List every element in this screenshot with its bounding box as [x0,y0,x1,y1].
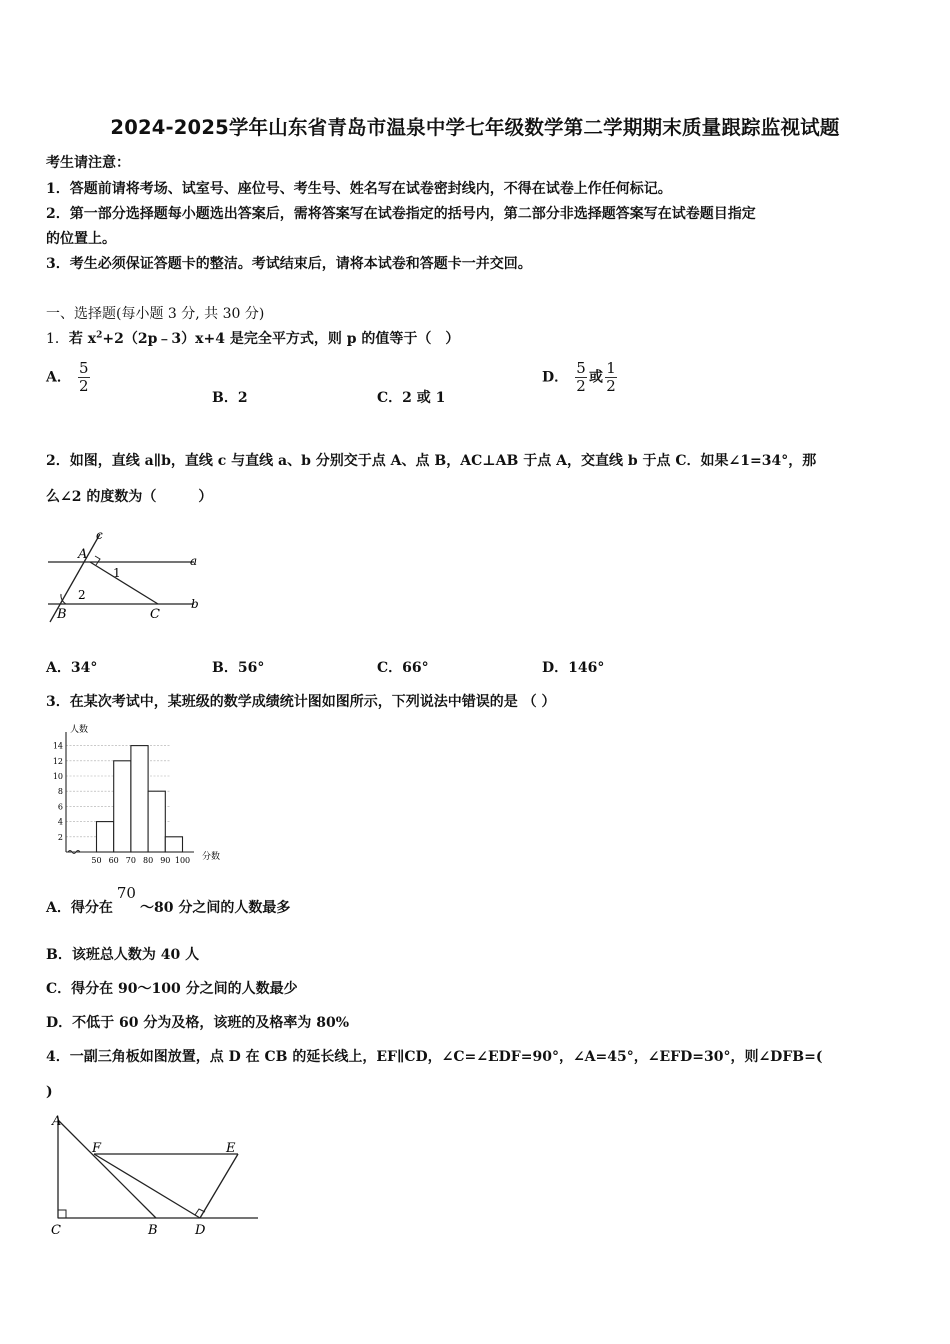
notice-item-3: 3．考生必须保证答题卡的整洁。考试结束后，请将本试卷和答题卡一并交回。 [46,256,532,272]
label-E: E [226,1141,236,1156]
q1-option-d-label: D． [542,369,569,386]
y-tick-label: 4 [57,817,63,827]
q3-histogram [44,718,234,866]
q2-parallel-lines-figure [44,526,214,626]
label-F: F [92,1141,102,1156]
q1-text-post: +2（2p﹣3）x+4 是完全平方式，则 p 的值等于（ ） [102,331,460,347]
q3-option-a-post: ～80 分之间的人数最多 [139,900,291,916]
q1-option-c: C．2 或 1 [377,390,446,406]
q1-number: 1． [46,331,69,347]
q2-option-c: C．66° [377,660,429,676]
question-4-line-2: ) [46,1084,53,1100]
q1-text-pre: 若 x [68,331,97,347]
label-B: B [148,1223,158,1238]
y-tick-label: 2 [57,832,63,842]
question-2-line-2: 么∠2 的度数为（ ） [46,489,213,505]
q2-option-d: D．146° [542,660,605,676]
label-a: a [190,554,198,568]
histogram-bars [97,746,183,852]
histogram-x-label: 分数 [202,852,221,862]
histogram-bar [114,761,131,852]
notice-item-1: 1．答题前请将考场、试室号、座位号、考生号、姓名写在试卷密封线内，不得在试卷上作任何标记。 [46,181,672,197]
histogram-y-label: 人数 [70,725,89,735]
fraction-numerator: 1 [606,359,616,377]
fraction-denominator: 2 [606,377,616,395]
q1-option-a-label: A． [46,369,71,386]
fraction-numerator: 5 [576,359,586,377]
histogram-y-ticks [53,742,63,842]
q1-option-d [542,360,619,395]
x-tick-label: 50 [91,856,102,865]
label-b: b [191,597,199,611]
q1-superscript: 2 [96,330,103,341]
page-title: 2024-2025学年山东省青岛市温泉中学七年级数学第二学期期末质量跟踪监视试题 [110,116,840,139]
histogram-bar [148,791,165,852]
notice-item-2-cont: 的位置上。 [46,231,116,247]
q3-option-a-pre: A．得分在 [46,900,113,916]
right-angle-c [58,1210,66,1218]
q1-option-d-or: 或 [589,369,604,386]
q1-option-b: B．2 [212,390,248,406]
label-C: C [51,1223,61,1238]
q3-option-a-number: 70 [116,884,136,902]
label-angle-1: 1 [113,566,121,580]
label-C: C [150,607,160,622]
q2-option-a: A．34° [46,660,98,676]
x-tick-label: 90 [160,856,171,865]
x-tick-label: 100 [174,856,191,865]
q2-option-b: B．56° [212,660,265,676]
label-angle-2: 2 [78,588,86,602]
notice-item-2: 2．第一部分选择题每小题选出答案后，需将答案写在试卷指定的括号内，第二部分非选择题答案写在试卷题目指定 [46,206,756,222]
label-D: D [195,1223,206,1238]
y-tick-label: 14 [52,741,63,751]
fraction-denominator: 2 [78,377,89,395]
q3-option-b: B．该班总人数为 40 人 [46,947,200,963]
q1-option-a [46,360,92,395]
segment-ed [200,1154,238,1218]
x-tick-label: 80 [143,856,154,865]
histogram-bar [131,746,148,852]
fraction-numerator: 5 [78,359,89,377]
notice-heading: 考生请注意： [46,155,130,171]
label-B: B [57,607,67,622]
q1-option-a-fraction [78,360,90,395]
y-tick-label: 12 [52,756,63,766]
q3-option-c: C．得分在 90～100 分之间的人数最少 [46,981,298,997]
right-angle-mark [95,556,100,565]
label-A: A [78,547,88,562]
q3-option-a [46,884,291,917]
segment-ab [58,1120,156,1218]
label-c: c [96,528,103,542]
y-tick-label: 10 [52,772,63,781]
x-tick-label: 60 [108,856,119,865]
q1-option-d-fraction-1 [575,360,587,395]
q3-option-d: D．不低于 60 分为及格，该班的及格率为 80% [46,1015,350,1031]
label-A: A [52,1114,62,1129]
y-tick-label: 6 [57,802,63,812]
histogram-bar [97,822,114,852]
q4-triangles-figure [44,1108,264,1240]
question-2-line-1: 2．如图，直线 a∥b，直线 c 与直线 a、b 分别交于点 A、点 B，AC⊥AB 于点 A，交直线 b 于点 C．如果∠1=34°，那 [46,453,817,469]
y-tick-label: 8 [57,787,63,797]
histogram-bar [165,837,182,852]
histogram-x-ticks [91,856,190,865]
question-4-line-1: 4．一副三角板如图放置，点 D 在 CB 的延长线上，EF∥CD，∠C=∠EDF=90°，∠A=45°，∠EFD=30°，则∠DFB=( [46,1049,823,1065]
q1-option-d-fraction-2 [605,360,617,395]
x-tick-label: 70 [125,856,136,865]
question-1 [46,328,459,348]
fraction-denominator: 2 [576,377,586,395]
question-3-line-1: 3．在某次考试中，某班级的数学成绩统计图如图所示，下列说法中错误的是 （ ） [46,694,556,710]
line-ac [90,562,158,604]
section-heading: 一、选择题(每小题 3 分, 共 30 分) [46,306,265,322]
